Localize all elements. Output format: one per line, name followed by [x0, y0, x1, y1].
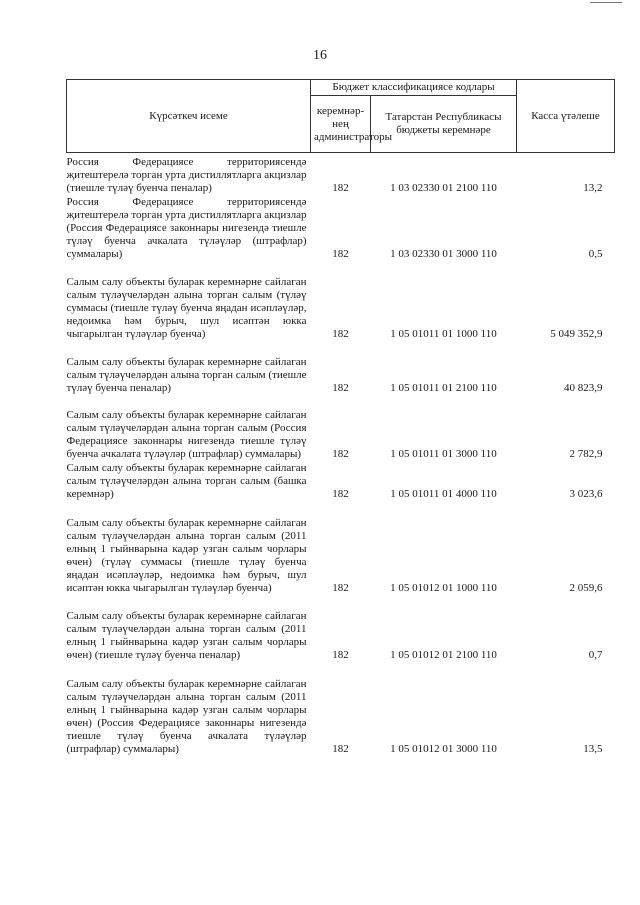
- indicator-name-cell: Россия Федерациясе территориясендә җитештерелә торган урта дистиллятларга акцизлар (Россия Федерациясе законнары нигезендә тиешле түләү буенча ачкалата түләүләр (штрафлар) суммалары): [66, 196, 307, 260]
- table-row: [67, 395, 615, 461]
- budget-code-cell: 1 05 01012 01 3000 110: [390, 743, 497, 755]
- cash-execution-cell: 40 823,9: [564, 382, 603, 394]
- table-row: [67, 461, 615, 501]
- budget-code-cell: 1 03 02330 01 3000 110: [390, 248, 497, 260]
- cash-execution-cell: 5 049 352,9: [550, 328, 603, 340]
- administrator-code-cell: 182: [332, 488, 349, 500]
- header-cash-execution: Касса үтәлеше: [517, 80, 615, 153]
- table-row: [67, 261, 615, 341]
- table-row: [67, 341, 615, 395]
- administrator-code-cell: 182: [332, 182, 349, 194]
- page-number: 16: [313, 48, 327, 63]
- budget-code-cell: 1 05 01011 01 2100 110: [390, 382, 497, 394]
- administrator-code-cell: 182: [332, 328, 349, 340]
- header-revenue-administrator: керемнәр-нең администраторы: [311, 96, 371, 153]
- top-corner-rule: [590, 2, 622, 3]
- indicator-name-cell: Салым салу объекты буларак керемнәрне сайлаган салым түләүчеләрдән алына торган салым (түләү суммасы (тиешле түләү буенча яңадан исәпләүләр, недоимка һәм бурыч, шул исәптән юкка чыгарылган түләүләр буенча): [66, 276, 307, 340]
- indicator-name-cell: Салым салу объекты буларак керемнәрне сайлаган салым түләүчеләрдән алына торган салым (2011 елның 1 гыйнварына кадәр узган салым чорлары өчен) (тиешле түләү буенча пеналар): [66, 610, 307, 661]
- indicator-name-cell: Салым салу объекты буларак керемнәрне сайлаган салым түләүчеләрдән алына торган салым (2011 елның 1 гыйнварына кадәр узган салым чорлары өчен) (Россия Федерациясе законнары нигезендә тиешле түләү буенча ачкалата түләүләр (штрафлар) суммалары): [66, 678, 307, 755]
- table-header: [67, 80, 615, 153]
- table-row: [67, 501, 615, 595]
- indicator-name-cell: Салым салу объекты буларак керемнәрне сайлаган салым түләүчеләрдән алына торган салым (башка керемнәр): [66, 462, 307, 500]
- indicator-name-cell: Салым салу объекты буларак керемнәрне сайлаган салым түләүчеләрдән алына торган салым (тиешле түләү буенча пеналар): [66, 356, 307, 394]
- administrator-code-cell: 182: [332, 448, 349, 460]
- cash-execution-cell: 13,5: [583, 743, 603, 755]
- cash-execution-cell: 0,5: [588, 248, 603, 260]
- cash-execution-cell: 0,7: [588, 649, 603, 661]
- administrator-code-cell: 182: [332, 743, 349, 755]
- table-row: [67, 595, 615, 662]
- administrator-code-cell: 182: [332, 248, 349, 260]
- administrator-code-cell: 182: [332, 582, 349, 594]
- cash-execution-cell: 2 059,6: [569, 582, 603, 594]
- budget-code-cell: 1 03 02330 01 2100 110: [390, 182, 497, 194]
- budget-code-cell: 1 05 01011 01 4000 110: [390, 488, 497, 500]
- header-republic-budget-revenue: Татарстан Республикасы бюджеты керемнәре: [371, 96, 517, 153]
- indicator-name-cell: Салым салу объекты буларак керемнәрне сайлаган салым түләүчеләрдән алына торган салым (Россия Федерациясе законнары нигезендә тиешле түләү буенча ачкалата түләүләр (штрафлар) суммалары): [66, 409, 307, 460]
- table-row: [67, 195, 615, 261]
- cash-execution-cell: 2 782,9: [569, 448, 603, 460]
- indicator-name-cell: Салым салу объекты буларак керемнәрне сайлаган салым түләүчеләрдән алына торган салым (2011 елның 1 гыйнварына кадәр узган салым чорлары өчен) (түләү суммасы (тиешле түләү буенча яңадан исәпләүләр, недоимка һәм бурыч, шул исәптән юкка чыгарылган түләүләр буенча): [66, 517, 307, 594]
- table-body: [67, 153, 615, 757]
- budget-code-cell: 1 05 01012 01 2100 110: [390, 649, 497, 661]
- table-row: [67, 153, 615, 196]
- header-budget-classification-codes: Бюджет классификациясе кодлары: [311, 80, 517, 96]
- administrator-code-cell: 182: [332, 649, 349, 661]
- table-row: [67, 662, 615, 756]
- budget-classification-table: [66, 79, 615, 756]
- header-indicator-name: Күрсәткеч исеме: [67, 80, 311, 153]
- administrator-code-cell: 182: [332, 382, 349, 394]
- budget-code-cell: 1 05 01011 01 1000 110: [390, 328, 497, 340]
- cash-execution-cell: 13,2: [583, 182, 603, 194]
- budget-code-cell: 1 05 01012 01 1000 110: [390, 582, 497, 594]
- cash-execution-cell: 3 023,6: [569, 488, 603, 500]
- budget-code-cell: 1 05 01011 01 3000 110: [390, 448, 497, 460]
- indicator-name-cell: Россия Федерациясе территориясендә җитештерелә торган урта дистиллятларга акцизлар (тиешле түләү буенча пеналар): [66, 156, 307, 194]
